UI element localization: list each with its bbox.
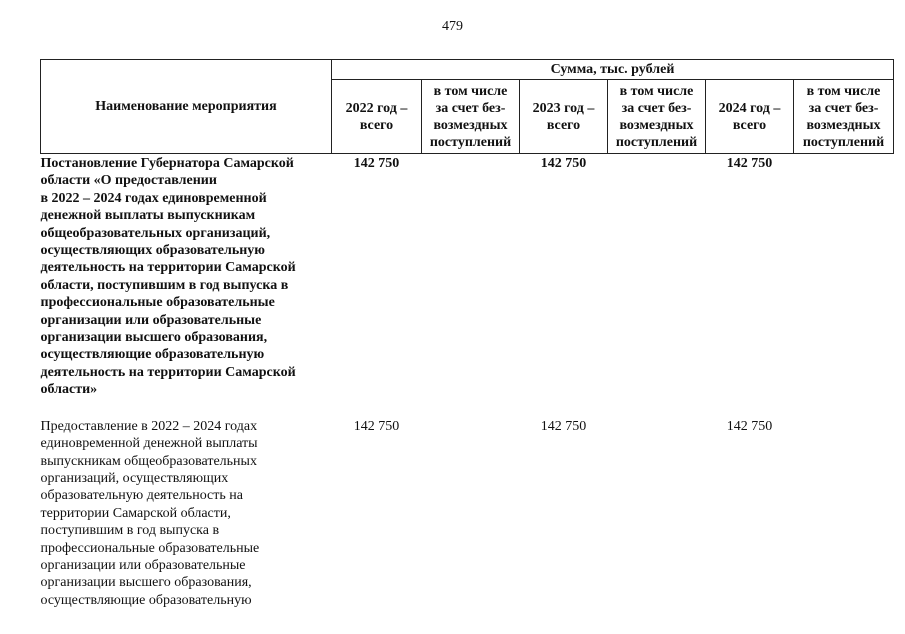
cell-2024-free <box>794 154 894 405</box>
cell-2022-free <box>422 405 520 609</box>
cell-2023-free <box>608 405 706 609</box>
cell-2023-total: 142 750 <box>540 418 587 434</box>
header-name: Наименование мероприятия <box>41 60 332 154</box>
table-row <box>41 405 894 609</box>
page-number: 479 <box>442 19 463 34</box>
cell-2022-total: 142 750 <box>353 156 400 171</box>
cell-2022-free <box>422 154 520 405</box>
header-2022-total: 2022 год – всего <box>332 80 422 154</box>
header-2023-total: 2023 год – всего <box>520 80 608 154</box>
header-2024-free: в том числе за счет без- возмездных поступлений <box>794 80 894 154</box>
header-sum-group: Сумма, тыс. рублей <box>332 60 894 80</box>
cell-2024-total: 142 750 <box>726 418 773 434</box>
cell-2023-free <box>608 154 706 405</box>
table-row <box>41 154 894 405</box>
header-2023-free: в том числе за счет без- возмездных поступлений <box>608 80 706 154</box>
header-2024-total: 2024 год – всего <box>706 80 794 154</box>
cell-2022-total: 142 750 <box>353 418 400 434</box>
header-2022-free: в том числе за счет без- возмездных поступлений <box>422 80 520 154</box>
row-name: Постановление Губернатора Самарской области «О предоставлении в 2022 – 2024 годах единовременной денежной выплаты выпускникам общеобразовательных организаций, осуществляющих образовательную деятельность на территории Самарской области, поступившим в год выпуска в профессиональные образовательные организации или образовательные организации высшего образования, осуществляющие образовательную деятельность на территории Самарской области» <box>40 156 296 398</box>
row-name: Предоставление в 2022 – 2024 годах единовременной денежной выплаты выпускникам общеобразовательных организаций, осуществляющих образовательную деятельность на территории Самарской области, поступившим в год выпуска в профессиональные образовательные организации или образовательные организации высшего образования, осуществляющие образовательную <box>40 418 260 608</box>
budget-table <box>40 59 894 609</box>
cell-2024-free <box>794 405 894 609</box>
cell-2024-total: 142 750 <box>726 156 773 171</box>
cell-2023-total: 142 750 <box>540 156 587 171</box>
